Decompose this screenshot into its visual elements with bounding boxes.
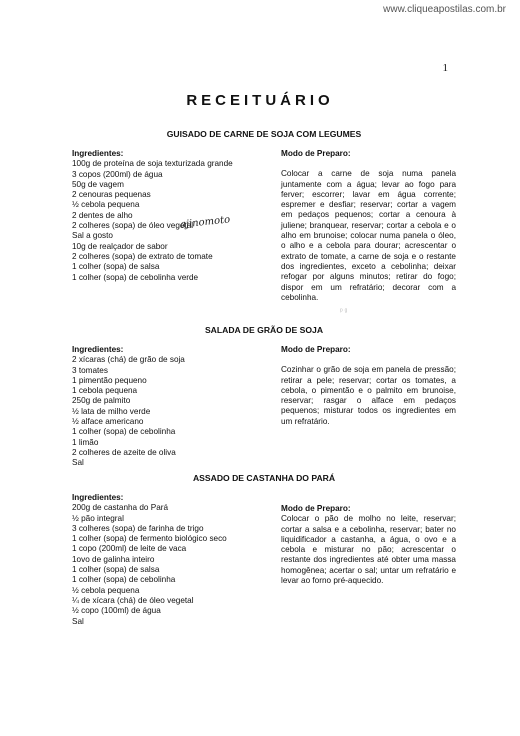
ingredient-item: 1 cebola pequena <box>72 386 138 396</box>
recipe-guisado <box>72 129 456 303</box>
ingredients-column <box>72 345 272 469</box>
ingredient-item: 100g de proteína de soja texturizada grande <box>72 159 233 169</box>
ingredient-item: 3 copos (200ml) de água <box>72 169 163 179</box>
ingredient-item: 2 dentes de alho <box>72 210 133 220</box>
ingredient-item: 1 copo (200ml) de leite de vaca <box>72 544 187 554</box>
ingredient-item: 50g de vagem <box>72 179 124 189</box>
recipe-title: GUISADO DE CARNE DE SOJA COM LEGUMES <box>166 129 362 139</box>
ingredients-label: Ingredientes: <box>72 149 124 158</box>
method-text: Colocar a carne de soja numa panela juntamente com a água; levar ao fogo para ferver; escorrer; lavar em água corrente; espremer e desfiar; reservar; cortar a vagem em pedaços pequenos; cortar a cenoura à juliene; branquear, reservar; cortar a cebola e o alho em brunoise; colocar numa panela o óleo, o alho e a cebola para dourar; acrescentar o extrato de tomate, a carne de soja e o restante dos ingredientes, exceto a cebolinha; deixar refogar por alguns minutos; retirar do fogo; dispor em um refratário; decorar com a cebolinha. <box>281 169 456 302</box>
ingredient-item: ¼ de xícara (chá) de óleo vegetal <box>72 595 194 605</box>
recipe-title: SALADA DE GRÃO DE SOJA <box>204 325 324 335</box>
ingredient-item: 1 colher (sopa) de fermento biológico seco <box>72 534 227 544</box>
ingredient-item: ½ cebola pequena <box>72 200 140 210</box>
ingredients-label: Ingredientes: <box>72 493 124 502</box>
method-column <box>281 149 456 303</box>
method-text: Colocar o pão de molho no leite, reservar; cortar a salsa e a cebolinha, reservar; bater no liquidificador a castanha, a água, o ovo e a cebola e misturar no pão; acrescentar o restante dos ingredientes até obter uma massa homogênea; acertar o sal; untar um refratário e levar ao forno pré-aquecido. <box>281 514 456 586</box>
ingredient-item: 3 colheres (sopa) de farinha de trigo <box>72 523 204 533</box>
ingredient-item: 10g de realçador de sabor <box>72 241 168 251</box>
ingredient-item: Sal a gosto <box>72 231 113 241</box>
method-column <box>281 345 456 469</box>
method-label: Modo de Preparo: <box>281 504 351 513</box>
ingredients-label: Ingredientes: <box>72 345 124 354</box>
ingredient-item: ½ pão integral <box>72 513 124 523</box>
ingredient-item: 2 colheres (sopa) de extrato de tomate <box>72 251 213 261</box>
recipe-salada <box>72 325 456 469</box>
ingredient-item: 3 tomates <box>72 365 108 375</box>
ingredient-item: ½ lata de milho verde <box>72 406 151 416</box>
recipe-title: ASSADO DE CASTANHA DO PARÁ <box>192 473 336 483</box>
ingredient-item: ½ copo (100ml) de água <box>72 606 161 616</box>
recipe-assado <box>72 473 456 627</box>
ingredient-item: 1 colher (sopa) de salsa <box>72 565 160 575</box>
ingredient-item: 1 colher (sopa) de salsa <box>72 262 160 272</box>
method-label: Modo de Preparo: <box>281 149 351 158</box>
ingredient-item: Sal <box>72 458 84 468</box>
handwritten-note: ajinomoto <box>179 214 231 231</box>
ingredients-list <box>72 355 272 468</box>
ingredient-item: 2 colheres de azeite de oliva <box>72 447 176 457</box>
ingredient-item: 2 cenouras pequenas <box>72 190 151 200</box>
ingredient-item: ½ alface americano <box>72 417 144 427</box>
page-title: RECEITUÁRIO <box>186 92 334 109</box>
paper-mark: ᵖ ᵍ <box>340 308 348 315</box>
ingredient-item: ½ cebola pequena <box>72 585 140 595</box>
ingredient-item: 2 xícaras (chá) de grão de soja <box>72 355 185 365</box>
method-column <box>281 493 456 627</box>
ingredient-item: 1 pimentão pequeno <box>72 375 147 385</box>
ingredients-list <box>72 159 272 283</box>
ingredients-column <box>72 493 272 627</box>
ingredient-item: 250g de palmito <box>72 396 131 406</box>
site-header: www.cliqueapostilas.com.br <box>383 4 506 15</box>
ingredient-item: 2 colheres (sopa) de óleo vegetal <box>72 221 194 231</box>
ingredient-item: Sal <box>72 616 84 626</box>
ingredients-column <box>72 149 272 303</box>
ingredient-item: 1ovo de galinha inteiro <box>72 554 155 564</box>
method-text: Cozinhar o grão de soja em panela de pressão; retirar a pele; reservar; cortar os tomates, a cebola, o pimentão e o palmito em brunoise, reservar; rasgar o alface em pedaços pequenos; misturar todos os ingredientes em um refratário. <box>281 365 456 426</box>
ingredients-list <box>72 503 272 627</box>
ingredient-item: 1 colher (sopa) de cebolinha verde <box>72 272 199 282</box>
ingredient-item: 200g de castanha do Pará <box>72 503 169 513</box>
ingredient-item: 1 colher (sopa) de cebolinha <box>72 427 176 437</box>
ingredient-item: 1 colher (sopa) de cebolinha <box>72 575 176 585</box>
method-label: Modo de Preparo: <box>281 345 351 354</box>
page-number: 1 <box>442 62 448 74</box>
ingredient-item: 1 limão <box>72 437 99 447</box>
